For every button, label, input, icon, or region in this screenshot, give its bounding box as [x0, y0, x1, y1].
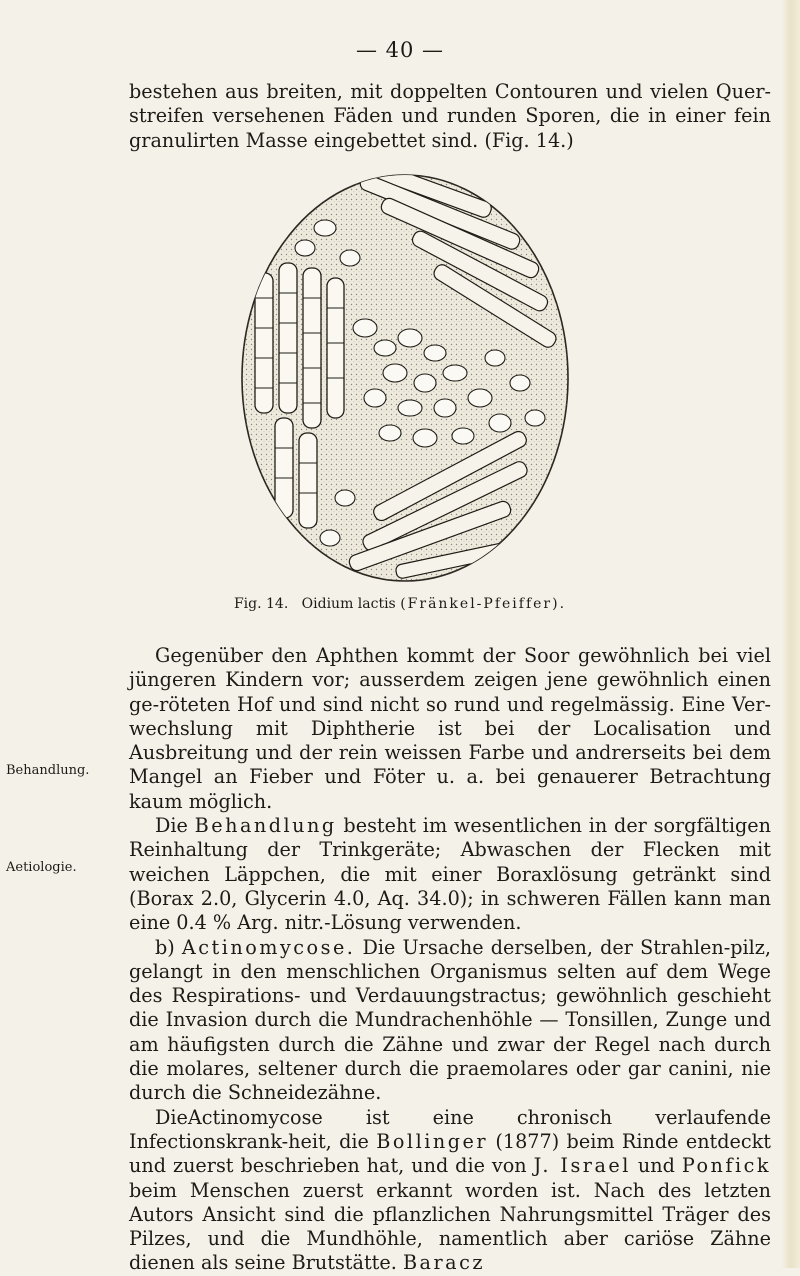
- actinomycose-keyword: Actinomycose.: [181, 935, 356, 959]
- page-edge-shadow: [782, 0, 800, 1268]
- actinomycose-text: Die Ursache derselben, der Strahlen-pilz, gelangt in den menschlichen Organismus selten auf dem Wege des Respirations- und Verdauungstractus; gewöhnlich geschieht die Invasion durch die Mundrachenhöhle — Tonsillen, Zunge und am häufigsten durch die Zähne und zwar der Regel nach durch die molares, seltener durch die praemolares oder gar canini, nie durch die Schneidezähne.: [129, 935, 771, 1105]
- figure-authors: (Fränkel-Pfeiffer).: [400, 596, 567, 612]
- history-text-c: und: [630, 1154, 682, 1178]
- figure-caption: [0, 596, 800, 612]
- paragraph-differential-diagnosis: Gegenüber den Aphthen kommt der Soor gewöhnlich bei viel jüngeren Kindern vor; ausserdem zeigen jene gewöhnlich einen ge-röteten Hof und sind nicht so rund und regelmässig. Eine Ver-wechslung mit Diphtherie ist bei der Localisation und Ausbreitung und der rein weissen Farbe und andrerseits bei dem Mangel an Fieber und Föter u. a. bei genauerer Betrachtung kaum möglich.: [129, 644, 771, 813]
- author-israel: J. Israel: [533, 1154, 631, 1178]
- author-baracz: Baracz: [402, 1251, 485, 1275]
- paragraph-actinomycose: [129, 936, 771, 1106]
- behandlung-prefix: Die: [155, 814, 195, 838]
- history-text-d: beim Menschen zuerst erkannt worden ist. Nach des letzten Autors Ansicht sind die pflanzlichen Nahrungsmittel Träger des Pilzes, und die Mundhöhle, namentlich aber cariöse Zähne dienen als seine Brutstätte.: [129, 1178, 771, 1275]
- margin-note-behandlung: Behandlung.: [6, 763, 90, 778]
- figure-title: Oidium lactis: [301, 596, 396, 612]
- actinomycose-prefix: b): [155, 935, 182, 959]
- history-text-a: DieActinomycose ist eine chronisch verlaufende Infectionskrank-heit, die: [129, 1105, 771, 1153]
- margin-note-aetiologie: Aetiologie.: [6, 860, 77, 875]
- author-bollinger: Bollinger: [376, 1129, 489, 1153]
- figure-label: Fig. 14.: [233, 596, 289, 612]
- figure-14-illustration: [235, 168, 575, 588]
- behandlung-text: besteht im wesentlichen in der sorgfältigen Reinhaltung der Trinkgeräte; Abwaschen der Flecken mit weichen Läppchen, die mit einer Boraxlösung getränkt sind (Borax 2.0, Glycerin 4.0, Aq. 34.0); in schweren Fällen kann man eine 0.4 % Arg. nitr.-Lösung verwenden.: [129, 814, 771, 935]
- paragraph-behandlung: [129, 814, 771, 935]
- intro-text: bestehen aus breiten, mit doppelten Contouren und vielen Quer-streifen versehenen Fäden und runden Sporen, die in einer fein granulirten Masse eingebettet sind. (Fig. 14.): [129, 80, 771, 152]
- author-ponfick: Ponfick: [681, 1154, 771, 1178]
- oidium-lactis-engraving: [235, 168, 575, 588]
- history-text-b: (1877) beim Rinde entdeckt und zuerst beschrieben hat, und die von: [129, 1129, 771, 1178]
- intro-paragraph: [129, 80, 771, 153]
- page-number: — 40 —: [355, 38, 445, 62]
- paragraph-actinomycose-history: [129, 1106, 771, 1276]
- main-text: [129, 644, 771, 1276]
- behandlung-keyword: Behandlung: [194, 814, 337, 838]
